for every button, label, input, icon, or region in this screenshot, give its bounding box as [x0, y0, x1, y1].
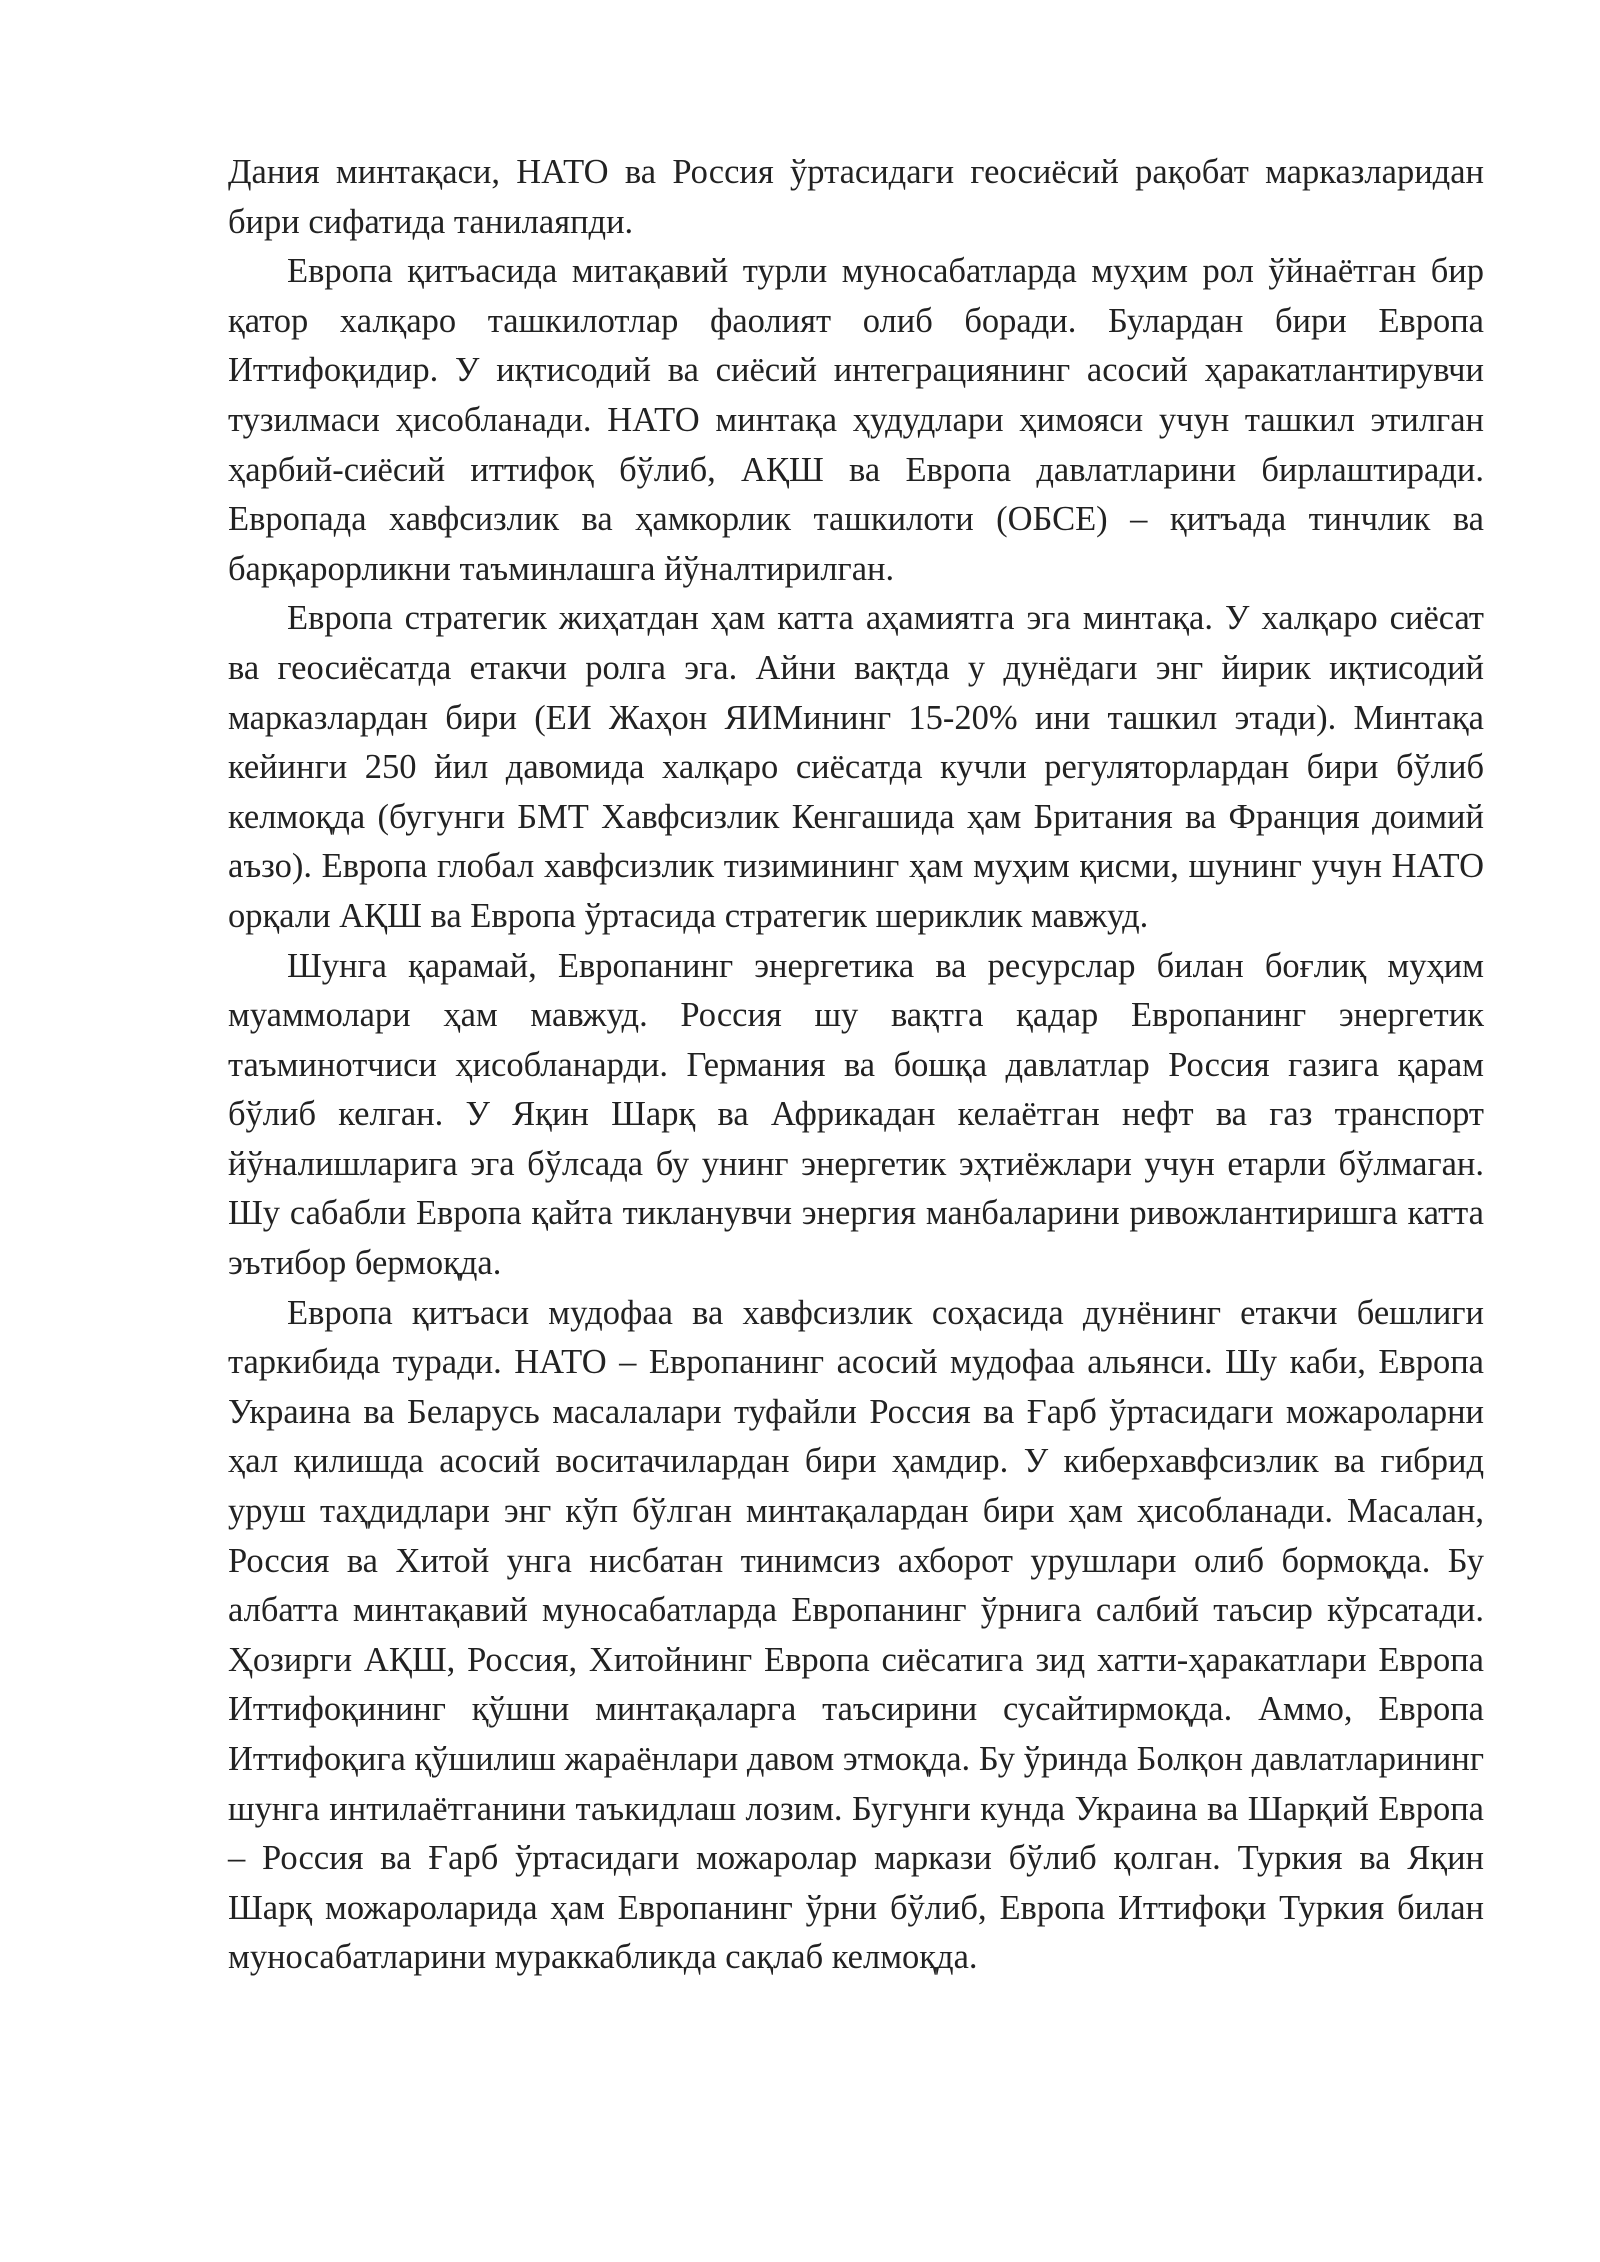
paragraph-5: Европа қитъаси мудофаа ва хавфсизлик соҳасида дунёнинг етакчи бешлиги таркибида туради. НАТО – Европанинг асосий мудофаа альянси. Шу каби, Европа Украина ва Беларусь масалалари туфайли Россия ва Ғарб ўртасидаги можароларни ҳал қилишда асосий воситачилардан бири ҳамдир. У киберхавфсизлик ва гибрид уруш таҳдидлари энг кўп бўлган минтақалардан бири ҳам ҳисобланади. Масалан, Россия ва Хитой унга нисбатан тинимсиз ахборот урушлари олиб бормоқда. Бу албатта минтақавий муносабатларда Европанинг ўрнига салбий таъсир кўрсатади. Ҳозирги АҚШ, Россия, Хитойнинг Европа сиёсатига зид хатти-ҳаракатлари Европа Иттифоқининг қўшни минтақаларга таъсирини сусайтирмоқда. Аммо, Европа Иттифоқига қўшилиш жараёнлари давом этмоқда. Бу ўринда Болқон давлатларининг шунга интилаётганини таъкидлаш лозим. Бугунги кунда Украина ва Шарқий Европа – Россия ва Ғарб ўртасидаги можаролар маркази бўлиб қолган. Туркия ва Яқин Шарқ можароларида ҳам Европанинг ўрни бўлиб, Европа Иттифоқи Туркия билан муносабатларини мураккабликда сақлаб келмоқда. [228, 1293, 1484, 1977]
paragraph-2: Европа қитъасида митақавий турли муносабатларда муҳим рол ўйнаётган бир қатор халқаро ташкилотлар фаолият олиб боради. Булардан бири Европа Иттифоқидир. У иқтисодий ва сиёсий интеграциянинг асосий ҳаракатлантирувчи тузилмаси ҳисобланади. НАТО минтақа ҳудудлари ҳимояси учун ташкил этилган ҳарбий-сиёсий иттифоқ бўлиб, АҚШ ва Европа давлатларини бирлаштиради. Европада хавфсизлик ва ҳамкорлик ташкилоти (ОБСЕ) – қитъада тинчлик ва барқарорликни таъминлашга йўналтирилган. [228, 252, 1484, 588]
paragraph-4: Шунга қарамай, Европанинг энергетика ва ресурслар билан боғлиқ муҳим муаммолари ҳам мавжуд. Россия шу вақтга қадар Европанинг энергетик таъминотчиси ҳисобланарди. Германия ва бошқа давлатлар Россия газига қарам бўлиб келган. У Яқин Шарқ ва Африкадан келаётган нефт ва газ транспорт йўналишларига эга бўлсада бу унинг энергетик эҳтиёжлари учун етарли бўлмаган. Шу сабабли Европа қайта тикланувчи энергия манбаларини ривожлантиришга катта эътибор бермоқда. [228, 946, 1484, 1283]
paragraph-3: Европа стратегик жиҳатдан ҳам катта аҳамиятга эга минтақа. У халқаро сиёсат ва геосиёсатда етакчи ролга эга. Айни вақтда у дунёдаги энг йирик иқтисодий марказлардан бири (ЕИ Жаҳон ЯИМининг 15-20% ини ташкил этади). Минтақа кейинги 250 йил давомида халқаро сиёсатда кучли регуляторлардан бири бўлиб келмоқда (бугунги БМТ Хавфсизлик Кенгашида ҳам Британия ва Франция доимий аъзо). Европа глобал хавфсизлик тизимининг ҳам муҳим қисми, шунинг учун НАТО орқали АҚШ ва Европа ўртасида стратегик шериклик мавжуд. [228, 599, 1484, 935]
document-body [228, 148, 1484, 1983]
paragraph-1: Дания минтақаси, НАТО ва Россия ўртасидаги геосиёсий рақобат марказларидан бири сифатида танилаяпди. [228, 153, 1484, 241]
